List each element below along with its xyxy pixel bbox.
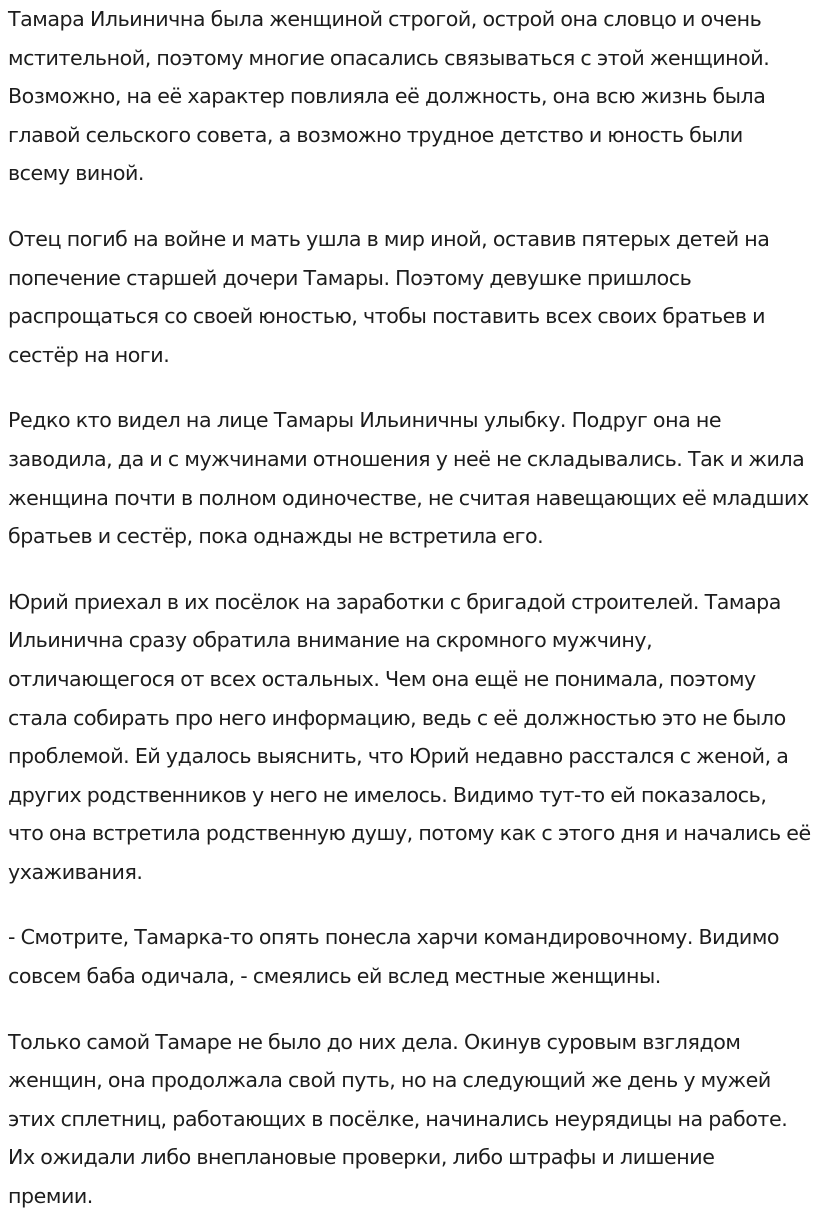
text-line: премии. [8,1184,93,1209]
text-line: мстительной, поэтому многие опасались связываться с этой женщиной. [8,45,770,70]
text-line: главой сельского совета, а возможно трудное детство и юность были [8,122,743,147]
text-line: всему виной. [8,161,145,186]
text-line: Их ожидали либо внеплановые проверки, либо штрафы и лишение [8,1145,715,1170]
text-line: Отец погиб на войне и мать ушла в мир иной, оставив пятерых детей на [8,226,770,251]
text-line: ухаживания. [8,859,143,884]
paragraph-1 [8,0,822,193]
paragraph-6 [8,1023,822,1216]
text-line: сестёр на ноги. [8,342,170,367]
paragraph-4 [8,583,822,892]
text-line: Ильинична сразу обратила внимание на скромного мужчину, [8,628,653,653]
paragraph-3 [8,401,822,555]
text-line: других родственников у него не имелось. Видимо тут-то ей показалось, [8,782,767,807]
text-line: Возможно, на её характер повлияла её должность, она всю жизнь была [8,84,766,109]
text-line: этих сплетниц, работающих в посёлке, начинались неурядицы на работе. [8,1106,788,1131]
text-line: Юрий приехал в их посёлок на заработки с бригадой строителей. Тамара [8,589,781,614]
text-line: проблемой. Ей удалось выяснить, что Юрий недавно расстался с женой, а [8,744,789,769]
text-line: Только самой Тамаре не было до них дела. Окинув суровым взглядом [8,1029,741,1054]
text-line: женщина почти в полном одиночестве, не считая навещающих её младших [8,485,809,510]
text-line: Редко кто видел на лице Тамары Ильиничны улыбку. Подруг она не [8,408,722,433]
article-body [8,0,822,1216]
text-line: женщин, она продолжала свой путь, но на следующий же день у мужей [8,1068,771,1093]
text-line: отличающегося от всех остальных. Чем она ещё не понимала, поэтому [8,666,756,691]
text-line: заводила, да и с мужчинами отношения у неё не складывались. Так и жила [8,446,805,471]
paragraph-5 [8,918,822,995]
text-line: - Смотрите, Тамарка-то опять понесла харчи командировочному. Видимо [8,925,780,950]
text-line: что она встретила родственную душу, потому как с этого дня и начались её [8,821,811,846]
text-line: стала собирать про него информацию, ведь с её должностью это не было [8,705,786,730]
text-line: Тамара Ильинична была женщиной строгой, острой она словцо и очень [8,7,762,31]
text-line: братьев и сестёр, пока однажды не встретила его. [8,524,544,549]
paragraph-2 [8,220,822,374]
text-line: совсем баба одичала, - смеялись ей вслед местные женщины. [8,964,661,989]
text-line: попечение старшей дочери Тамары. Поэтому девушке пришлось [8,265,692,290]
text-line: распрощаться со своей юностью, чтобы поставить всех своих братьев и [8,304,766,329]
